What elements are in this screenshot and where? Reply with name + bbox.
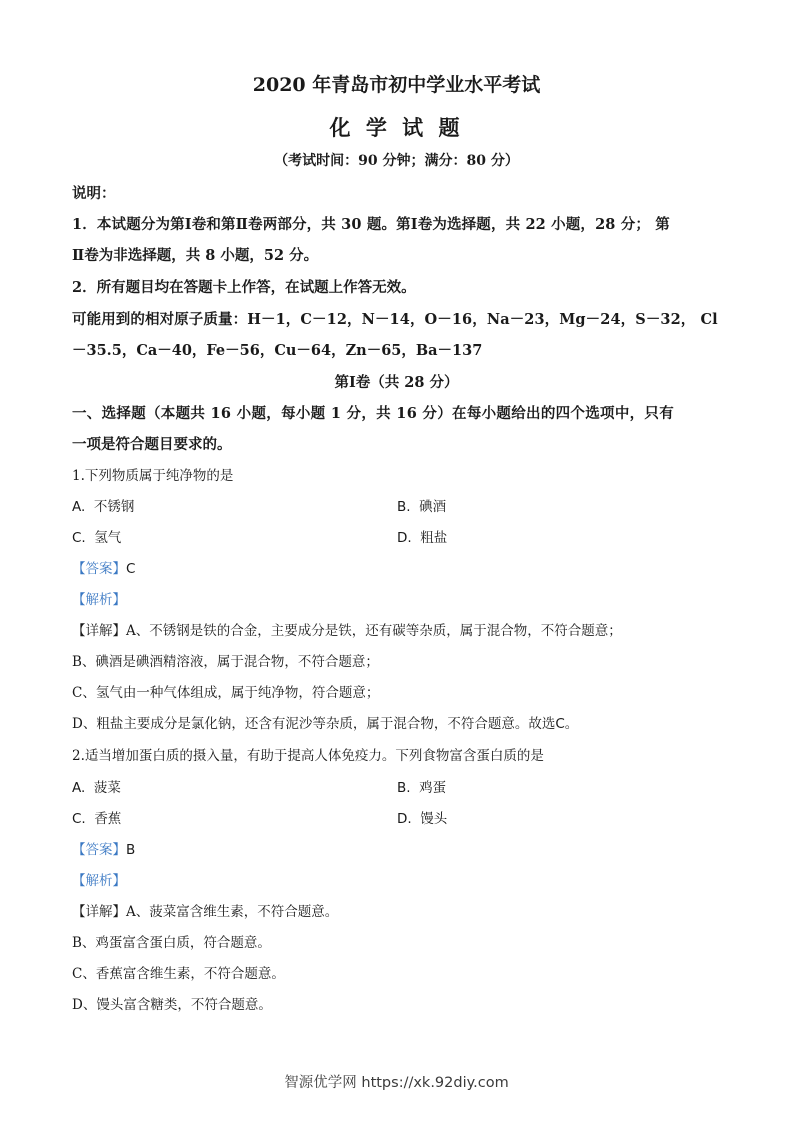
option-text: 菠菜	[93, 780, 121, 796]
exam-title: 2020 年青岛市初中学业水平考试	[252, 74, 541, 96]
detail-label: 【详解】	[72, 623, 126, 639]
question-2-option-b	[397, 776, 446, 796]
option-key: C.	[72, 811, 86, 827]
exam-meta: （考试时间：90 分钟；满分：80 分）	[274, 153, 519, 169]
instruction-line-1a: 1．本试题分为第Ⅰ卷和第Ⅱ卷两部分，共 30 题。第Ⅰ卷为选择题，共 22 小题，28 分； 第	[72, 216, 670, 233]
question-2-analysis-label: 【解析】	[72, 873, 126, 889]
option-key: D.	[397, 811, 412, 827]
answer-label: 【答案】	[72, 561, 126, 577]
question-2-answer	[72, 838, 135, 858]
option-text: 香蕉	[94, 811, 122, 827]
question-2-detail-2: B、鸡蛋富含蛋白质，符合题意。	[72, 935, 271, 951]
option-text: 馒头	[420, 811, 448, 827]
option-text: 氢气	[94, 530, 122, 546]
question-1-detail-2: B、碘酒是碘酒精溶液，属于混合物，不符合题意；	[72, 654, 379, 670]
option-text: 不锈钢	[93, 499, 135, 515]
option-key: D.	[397, 530, 412, 546]
instruction-line-1b: Ⅱ卷为非选择题，共 8 小题，52 分。	[72, 247, 319, 264]
question-2-option-c	[72, 807, 121, 827]
question-1-option-b	[397, 495, 446, 515]
question-1-stem: 1.下列物质属于纯净物的是	[72, 468, 234, 484]
answer-label: 【答案】	[72, 842, 126, 858]
question-2-detail-3: C、香蕉富含维生素，不符合题意。	[72, 966, 285, 982]
instructions-heading: 说明：	[72, 185, 116, 202]
option-text: 碘酒	[419, 499, 447, 515]
atomic-mass-line-b: －35.5，Ca－40，Fe－56，Cu－64，Zn－65，Ba－137	[72, 342, 483, 359]
question-1-detail-1	[72, 619, 622, 639]
detail-choice: C。	[555, 716, 579, 732]
answer-value: B	[126, 842, 136, 858]
option-key: A.	[72, 780, 86, 796]
option-key: C.	[72, 530, 86, 546]
question-1-detail-3: C、氢气由一种气体组成，属于纯净物，符合题意；	[72, 685, 380, 701]
detail-label: 【详解】	[72, 904, 126, 920]
instruction-line-2: 2．所有题目均在答题卡上作答，在试题上作答无效。	[72, 279, 416, 296]
option-key: A.	[72, 499, 86, 515]
question-2-stem: 2.适当增加蛋白质的摄入量，有助于提高人体免疫力。下列食物富含蛋白质的是	[72, 748, 544, 764]
part1-heading-b: 一项是符合题目要求的。	[72, 436, 232, 453]
detail-text: A、菠菜富含维生素，不符合题意。	[126, 904, 339, 920]
question-1-analysis-label: 【解析】	[72, 592, 126, 608]
option-text: 鸡蛋	[419, 780, 447, 796]
question-1-option-c	[72, 526, 121, 546]
section-title: 第Ⅰ卷（共 28 分）	[334, 374, 459, 391]
footer-watermark: 智源优学网 https://xk.92diy.com	[284, 1075, 509, 1091]
option-key: B.	[397, 499, 411, 515]
detail-text: A、不锈钢是铁的合金，主要成分是铁，还有碳等杂质，属于混合物，不符合题意；	[126, 623, 622, 639]
subject-title: 化 学 试 题	[329, 115, 464, 140]
question-2-detail-1	[72, 900, 338, 920]
question-1-option-a	[72, 495, 134, 515]
question-1-detail-4	[72, 712, 578, 732]
question-1-option-d	[397, 526, 447, 546]
option-key: B.	[397, 780, 411, 796]
question-2-option-a	[72, 776, 121, 796]
answer-value: C	[126, 561, 136, 577]
question-2-option-d	[397, 807, 447, 827]
question-1-answer	[72, 557, 135, 577]
atomic-mass-line-a: 可能用到的相对原子质量：H－1，C－12，N－14，O－16，Na－23，Mg－24，S－32， Cl	[72, 311, 718, 328]
question-2-detail-4: D、馒头富含糖类，不符合题意。	[72, 997, 272, 1013]
option-text: 粗盐	[420, 530, 448, 546]
part1-heading-a: 一、选择题（本题共 16 小题，每小题 1 分，共 16 分）在每小题给出的四个选项中，只有	[72, 405, 675, 422]
detail-text: D、粗盐主要成分是氯化钠，还含有泥沙等杂质，属于混合物，不符合题意。故选	[72, 716, 556, 732]
